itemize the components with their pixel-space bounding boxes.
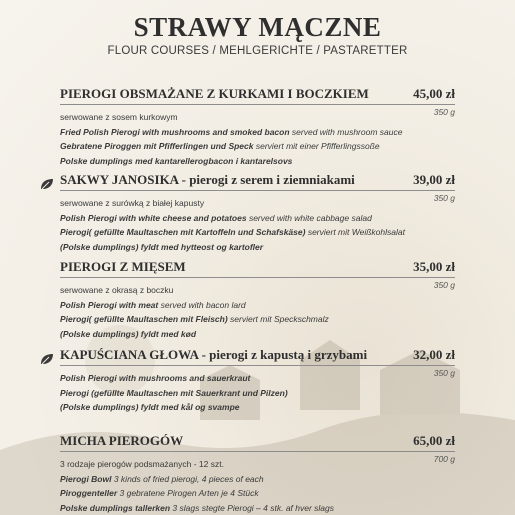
description-line — [60, 386, 455, 401]
description-line — [60, 196, 455, 211]
menu-item-name — [60, 347, 367, 363]
vegetarian-leaf-icon — [40, 352, 54, 364]
vegetarian-leaf-icon — [40, 177, 54, 189]
menu-item — [60, 259, 455, 341]
menu-item-weight: 700 g — [433, 454, 455, 464]
menu-item-name — [60, 433, 183, 449]
menu-item-header — [60, 347, 455, 366]
description-line — [60, 283, 455, 298]
description-text: serwowane z sosem kurkowym — [60, 112, 178, 122]
menu-item-description — [60, 278, 455, 341]
menu-item-description — [60, 366, 455, 415]
menu-item — [60, 172, 455, 254]
menu-item-name — [60, 172, 355, 188]
description-line — [60, 125, 455, 140]
menu-item-price: 45,00 zł — [413, 86, 455, 101]
menu-item — [60, 433, 455, 515]
description-text: 3 rodzaje pierogów podsmażanych - 12 szt. — [60, 459, 224, 469]
menu-item-price: 32,00 zł — [413, 347, 455, 362]
menu-item-description — [60, 452, 455, 515]
description-line — [60, 501, 455, 515]
description-line — [60, 400, 455, 415]
description-bold-text: Polske dumplings tallerken — [60, 502, 171, 513]
menu-item-price: 65,00 zł — [413, 433, 455, 448]
description-bold-text: Fried Polish Pierogi with mushrooms and smoked bacon — [60, 126, 290, 137]
description-line — [60, 211, 455, 226]
menu-item-weight: 350 g — [433, 193, 455, 203]
description-bold-text: Pierogi( gefüllte Maultaschen mit Kartoffeln und Schafskäse) — [60, 227, 306, 237]
menu-item-weight: 350 g — [433, 280, 455, 290]
menu-item-header — [60, 86, 455, 105]
menu-item-weight: 350 g — [433, 368, 455, 378]
menu-item-header — [60, 172, 455, 191]
description-line — [60, 486, 455, 501]
description-bold-text: Piroggenteller — [60, 488, 118, 498]
description-text: serviert mit Speckschmalz — [227, 314, 329, 324]
description-text: serviert mit Weißkohlsalat — [305, 227, 405, 237]
menu-item-title: SAKWY JANOSIKA — [60, 172, 179, 187]
menu-item-title: KAPUŚCIANA GŁOWA — [60, 347, 199, 362]
menu-item-header — [60, 433, 455, 452]
menu-item-description — [60, 105, 455, 168]
description-text: 3 gebratene Pirogen Arten je 4 Stück — [117, 488, 259, 498]
description-line — [60, 298, 455, 313]
menu-item-description — [60, 191, 455, 254]
description-line — [60, 457, 455, 472]
description-bold-text: (Polske dumplings) fyldt med kød — [60, 328, 197, 339]
page-title: STRAWY MĄCZNE — [133, 12, 382, 42]
description-bold-text: Polish Pierogi with meat — [60, 299, 159, 310]
description-text: serwowane z okrasą z boczku — [60, 285, 174, 295]
description-line — [60, 312, 455, 327]
description-text: 3 kinds of fried pierogi, 4 pieces of each — [111, 473, 264, 484]
menu-item — [60, 86, 455, 168]
description-bold-text: Pierogi (gefüllte Maultaschen mit Sauerkrant und Pilzen) — [60, 387, 288, 398]
menu-item-name — [60, 86, 369, 102]
menu-item-price: 39,00 zł — [413, 172, 455, 187]
description-line — [60, 225, 455, 240]
description-bold-text: (Polske dumplings) fyldt med kål og svampe — [60, 402, 240, 412]
description-line — [60, 240, 455, 255]
description-line — [60, 327, 455, 342]
description-line — [60, 472, 455, 487]
description-bold-text: Polish Pierogi with white cheese and potatoes — [60, 212, 247, 223]
menu-item-header — [60, 259, 455, 278]
description-line — [60, 110, 455, 125]
description-line — [60, 371, 455, 386]
description-bold-text: Polish Pierogi with mushrooms and sauerkraut — [60, 373, 251, 383]
menu-item-title: MICHA PIEROGÓW — [60, 433, 184, 448]
menu-item-subtitle: - pierogi z kapustą i grzybami — [198, 347, 368, 362]
description-text: served with white cabbage salad — [246, 212, 372, 223]
description-text: 3 slags stegte Pierogi – 4 stk. af hver slags — [170, 502, 335, 513]
description-text: served with bacon lard — [158, 299, 246, 310]
menu-item-name — [60, 259, 186, 275]
menu-item-weight: 350 g — [433, 107, 455, 117]
description-text: serviert mit einer Pfifferlingssoße — [253, 141, 380, 151]
description-text: serwowane z surówką z białej kapusty — [60, 198, 205, 208]
description-bold-text: (Polske dumplings) fyldt med hytteost og kartofler — [60, 241, 264, 252]
description-text: served with mushroom sauce — [289, 126, 403, 137]
description-bold-text: Polske dumplings med kantarellerogbacon i kantarelsovs — [60, 155, 293, 166]
menu-item-title: PIEROGI Z MIĘSEM — [60, 259, 186, 274]
description-bold-text: Pierogi Bowl — [60, 473, 112, 484]
menu-item-title: PIEROGI OBSMAŻANE Z KURKAMI I BOCZKIEM — [60, 86, 369, 101]
description-bold-text: Gebratene Piroggen mit Pfifferlingen und Speck — [60, 141, 254, 151]
description-bold-text: Pierogi( gefüllte Maultaschen mit Fleisch) — [60, 314, 228, 324]
menu-item-price: 35,00 zł — [413, 259, 455, 274]
description-line — [60, 154, 455, 169]
page-subtitle: FLOUR COURSES / MEHLGERICHTE / PASTARETTER — [107, 45, 408, 57]
menu-item-subtitle: - pierogi z serem i ziemniakami — [178, 172, 355, 187]
description-line — [60, 139, 455, 154]
menu-item — [60, 347, 455, 415]
